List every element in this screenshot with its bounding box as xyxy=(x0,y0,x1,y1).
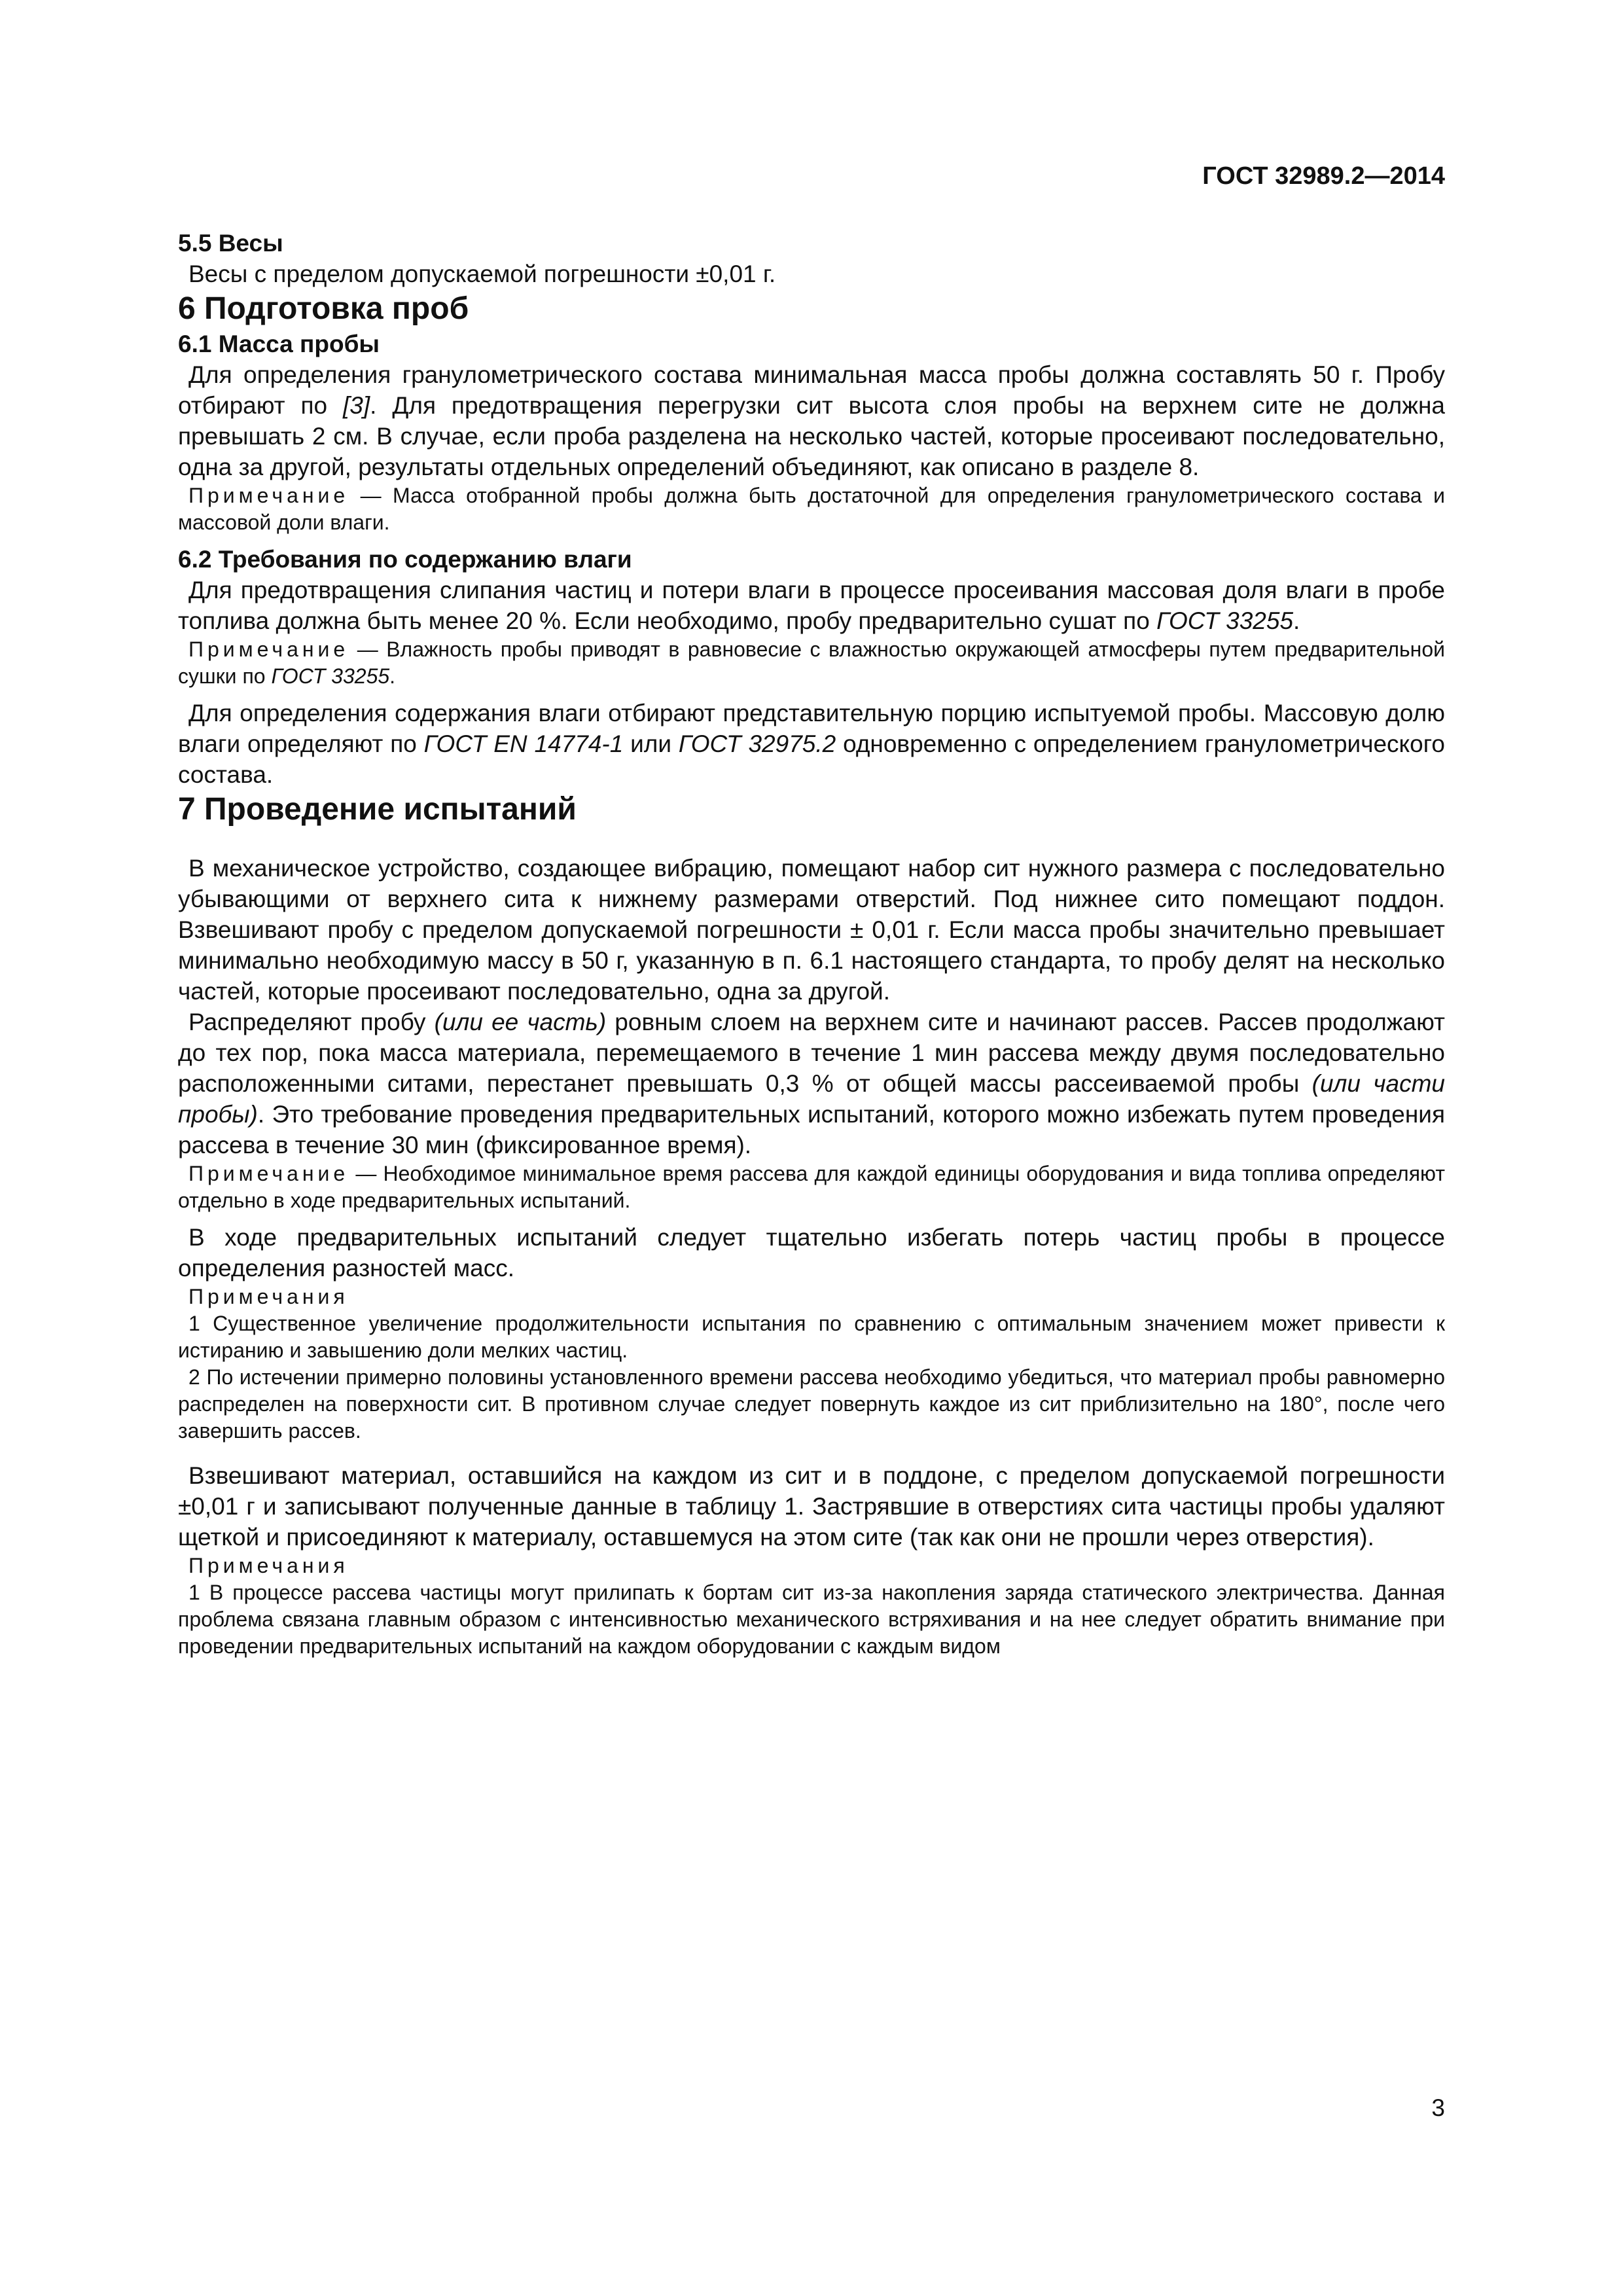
text-run: Для предотвращения слипания частиц и потери влаги в процессе просеивания массовая доля влаги в пробе топлива должна быть менее 20 %. Если необходимо, пробу предварительно сушат по xyxy=(178,577,1445,634)
text-run: Для определения содержания влаги отбирают представительную порцию испытуемой пробы. Массовую долю влаги определяют по xyxy=(178,700,1445,757)
reference: ГОСТ 33255 xyxy=(1156,607,1294,634)
reference: ГОСТ 32975.2 xyxy=(678,730,836,757)
document-standard-id: ГОСТ 32989.2—2014 xyxy=(1202,162,1445,190)
section-7-note-1 xyxy=(178,1160,1445,1214)
section-6-1-paragraph xyxy=(178,359,1445,482)
note-item: 1 В процессе рассева частицы могут прилипать к бортам сит из-за накопления заряда статического электричества. Данная проблема связана главным образом с интенсивностью механического встряхивания и на нее следует обратить внимание при проведении предварительных испытаний на каждом оборудовании с каждым видом xyxy=(178,1581,1445,1658)
section-6-2-paragraph-2 xyxy=(178,698,1445,790)
section-7-paragraph-2 xyxy=(178,1007,1445,1160)
reference: ГОСТ EN 14774-1 xyxy=(423,730,624,757)
section-7-heading: 7 Проведение испытаний xyxy=(178,792,577,827)
section-5-5-heading: 5.5 Весы xyxy=(178,230,283,257)
notes-title: Примечания xyxy=(188,1554,349,1577)
note-label: Примечание xyxy=(188,484,349,507)
text-run: ровным слоем на верхнем сите и начинают рассев. Рассев продолжают до тех пор, пока масса материала, перемещаемого в течение 1 мин рассева между двумя последовательно расположенными ситами, перестанет превышать 0,3 % от общей массы рассеиваемой пробы xyxy=(178,1009,1446,1097)
section-6-2-heading: 6.2 Требования по содержанию влаги xyxy=(178,546,632,573)
text-run: . xyxy=(1293,607,1300,634)
note-text: — Масса отобранной пробы должна быть достаточной для определения гранулометрического состава и массовой доли влаги. xyxy=(178,484,1445,534)
text-run: или xyxy=(623,730,679,757)
note-text: — Необходимое минимальное время рассева для каждой единицы оборудования и вида топлива определяют отдельно в ходе предварительных испытаний. xyxy=(178,1162,1445,1212)
reference: ГОСТ 33255 xyxy=(271,664,390,688)
note-text: — Влажность пробы приводят в равновесие с влажностью окружающей атмосферы путем предварительной сушки по xyxy=(178,637,1445,688)
text-run: Распределяют пробу xyxy=(188,1009,435,1035)
italic-run: (или ее часть) xyxy=(434,1009,607,1035)
notes-title: Примечания xyxy=(188,1285,349,1308)
section-7-paragraph-1: В механическое устройство, создающее вибрацию, помещают набор сит нужного размера с последовательно убывающими от верхнего сита к нижнему размерами отверстий. Под нижнее сито помещают поддон. Взвешивают пробу с пределом допускаемой погрешности ± 0,01 г. Если масса пробы значительно превышает минимально необходимую массу в 50 г, указанную в п. 6.1 настоящего стандарта, то пробу делят на несколько частей, которые просеивают последовательно, одна за другой. xyxy=(178,855,1445,1005)
text-run: Для определения гранулометрического состава минимальная масса пробы должна составлять 50 г. Пробу отбирают по xyxy=(178,361,1445,419)
section-7-paragraph-4: Взвешивают материал, оставшийся на каждом из сит и в поддоне, с пределом допускаемой погрешности ±0,01 г и записывают полученные данные в таблицу 1. Застрявшие в отверстиях сита частицы пробы удаляют щеткой и присоединяют к материалу, оставшемуся на этом сите (так как они не прошли через отверстия). xyxy=(178,1462,1445,1551)
page-number: 3 xyxy=(1431,2094,1445,2121)
section-5-5-text: Весы с пределом допускаемой погрешности ±0,01 г. xyxy=(188,260,776,287)
section-6-2-paragraph-1 xyxy=(178,575,1445,636)
note-text: . xyxy=(389,664,396,688)
document-body xyxy=(178,228,1445,1660)
text-run: . Это требование проведения предварительных испытаний, которого можно избежать путем проведения рассева в течение 30 мин (фиксированное время). xyxy=(178,1101,1445,1158)
section-6-1-heading: 6.1 Масса пробы xyxy=(178,331,380,357)
section-6-2-note xyxy=(178,636,1445,690)
text-run: одновременно с определением гранулометрического состава. xyxy=(178,730,1446,788)
note-label: Примечание xyxy=(188,637,349,661)
note-item: 2 По истечении примерно половины установленного времени рассева необходимо убедиться, что материал пробы равномерно распределен на поверхности сит. В противном случае следует повернуть каждое из сит приблизительно на 180°, после чего завершить рассев. xyxy=(178,1365,1445,1443)
note-label: Примечание xyxy=(188,1162,349,1185)
note-item: 1 Существенное увеличение продолжительности испытания по сравнению с оптимальным значением может привести к истиранию и завышению доли мелких частиц. xyxy=(178,1312,1445,1362)
section-7-paragraph-3: В ходе предварительных испытаний следует тщательно избегать потерь частиц пробы в процессе определения разностей масс. xyxy=(178,1224,1445,1282)
section-6-1-note xyxy=(178,482,1445,536)
reference: [3] xyxy=(343,392,370,419)
text-run: . Для предотвращения перегрузки сит высота слоя пробы на верхнем сите не должна превышать 2 см. В случае, если проба разделена на несколько частей, которые просеивают последовательно, одна за другой, результаты отдельных определений объединяют, как описано в разделе 8. xyxy=(178,392,1445,480)
italic-run: (или части пробы) xyxy=(178,1070,1445,1128)
section-6-heading: 6 Подготовка проб xyxy=(178,291,469,326)
